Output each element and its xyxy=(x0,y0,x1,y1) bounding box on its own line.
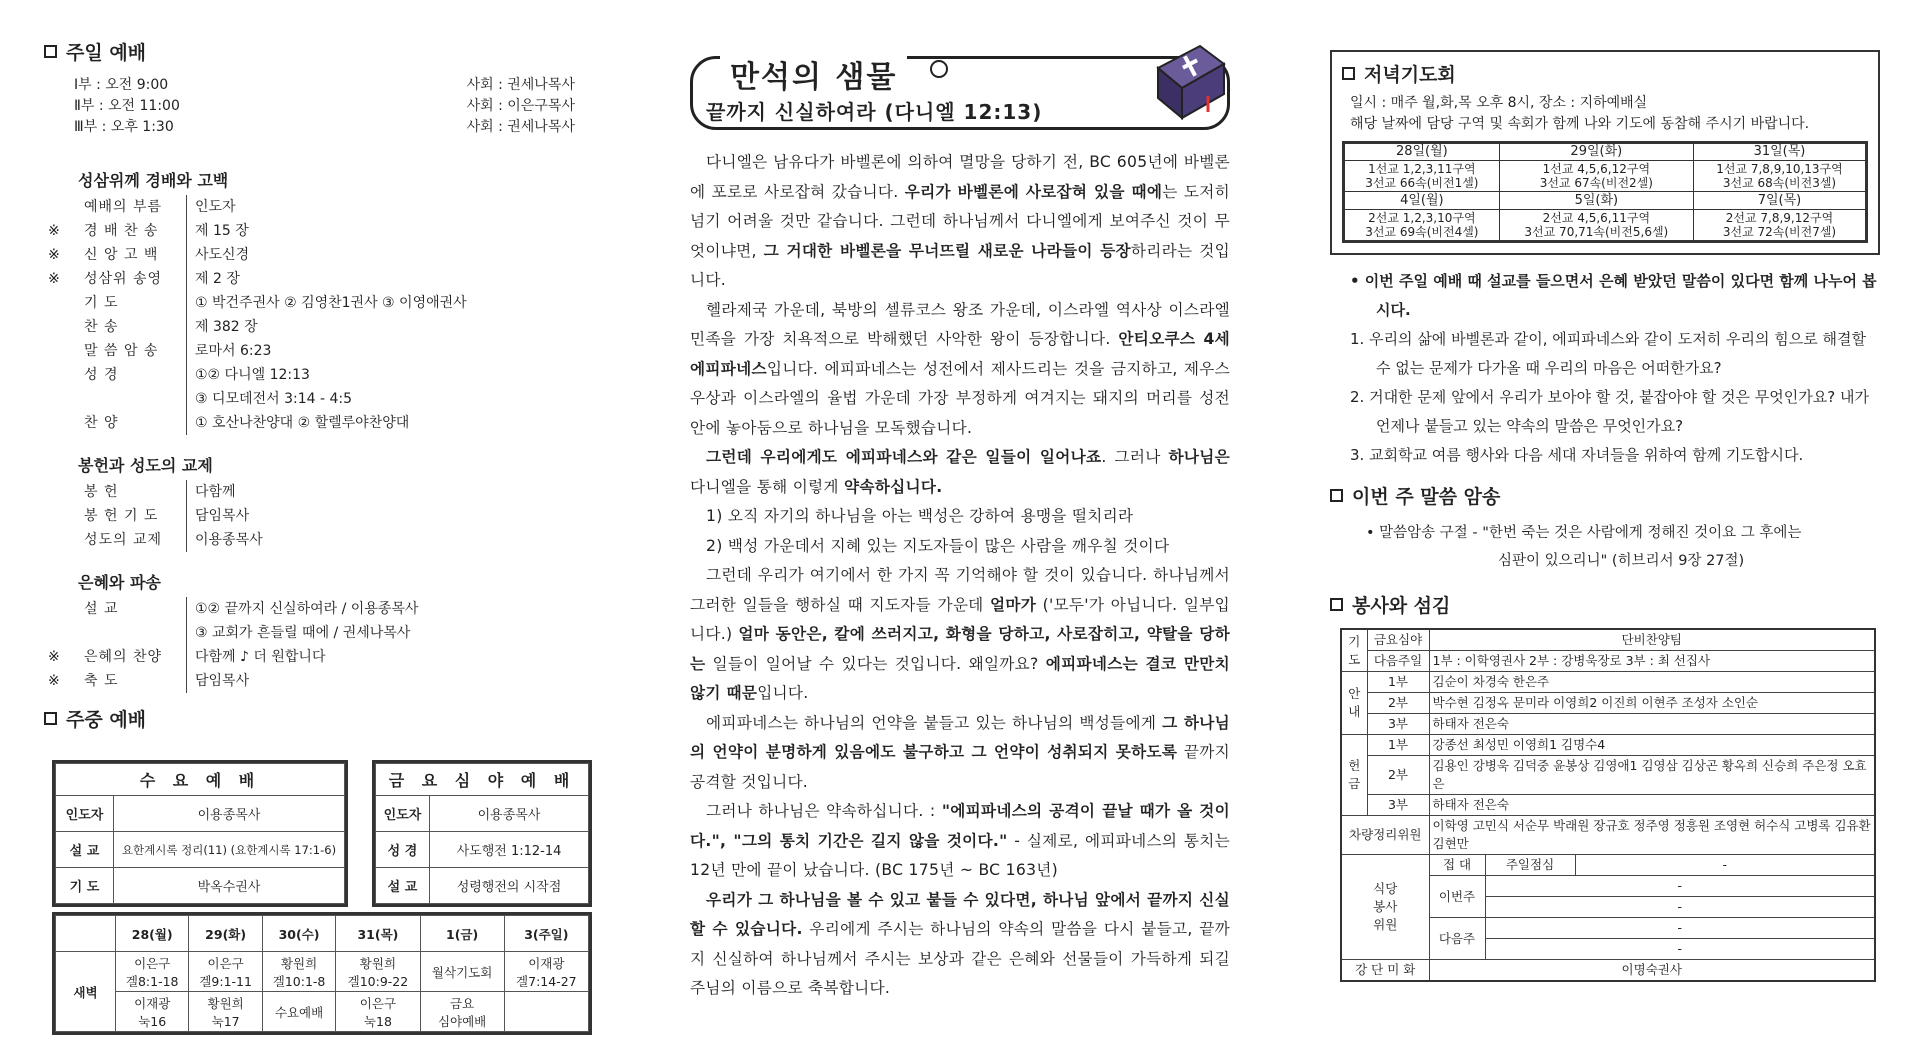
prayer-cell: 1선교 4,5,6,12구역 3선교 67속(비전2셀) xyxy=(1499,161,1693,192)
dawn-cell: 황원희 겔10:1-8 xyxy=(262,952,335,992)
order-label: 예배의 부름 xyxy=(84,199,163,215)
order-row xyxy=(78,291,604,315)
order-label: 경 배 찬 송 xyxy=(84,223,159,239)
left-column xyxy=(44,38,604,742)
order-value: ①② 끝까지 신실하여라 / 이용종목사 xyxy=(186,597,604,621)
dawn-cell xyxy=(504,992,588,1032)
service-row: Ⅲ부 : 오후 1:30 사회 : 권세나목사 xyxy=(74,119,575,135)
dawn-day-header: 1(금) xyxy=(420,916,504,952)
row-key: 금요심야 xyxy=(1367,629,1429,651)
memory-verse-text: 심판이 있으리니" (히브리서 9장 27절) xyxy=(1498,553,1745,569)
row-value: 주일점심 xyxy=(1485,855,1575,876)
table-title: 금 요 심 야 예 배 xyxy=(376,764,589,796)
circle-icon xyxy=(930,60,948,78)
order-value: 제 2 장 xyxy=(186,267,604,291)
service-row: Ⅰ부 : 오전 9:00 사회 : 권세나목사 xyxy=(74,77,575,93)
paragraph: 그런데 우리에게도 에피파네스와 같은 일들이 일어나죠. 그러나 하나님은 다니엘을 통해 이렇게 약속하십니다. xyxy=(690,448,1230,496)
order-value: 이용종목사 xyxy=(186,528,604,552)
food-label: 식당 봉사 위원 xyxy=(1341,855,1429,960)
dawn-day-header: 3(주일) xyxy=(504,916,588,952)
order-value: 로마서 6:23 xyxy=(186,339,604,363)
row-value: 김용인 강병욱 김덕중 윤봉상 김영애1 김영삼 김상곤 황옥희 신승희 주은정 오효은 xyxy=(1429,756,1875,795)
order-value: 담임목사 xyxy=(186,669,604,693)
checkbox-square-icon xyxy=(44,45,57,58)
order-section-title: 봉헌과 성도의 교제 xyxy=(78,456,213,475)
offering-label: 헌 금 xyxy=(1341,735,1367,816)
row-value: - xyxy=(1485,897,1875,918)
dawn-cell: 황원희 겔10:9-22 xyxy=(336,952,420,992)
order-value: 담임목사 xyxy=(186,504,604,528)
sermon-column xyxy=(690,38,1230,1004)
order-row xyxy=(48,645,604,669)
row-value: 하태자 전은숙 xyxy=(1429,795,1875,816)
evening-prayer-box xyxy=(1330,50,1880,255)
guide-label: 안 내 xyxy=(1341,672,1367,735)
discussion-questions xyxy=(1330,267,1880,470)
order-label: 설 교 xyxy=(84,601,119,617)
row-value: - xyxy=(1485,939,1875,960)
order-row xyxy=(48,243,604,267)
dawn-cell: 금요 심야예배 xyxy=(420,992,504,1032)
dawn-cell: 이은구 겔9:1-11 xyxy=(189,952,262,992)
right-column xyxy=(1330,50,1880,982)
friday-night-worship-table: 금 요 심 야 예 배 인도자 이용종목사 성 경 사도행전 1:12-14 설 교 성령행전의 시작점 xyxy=(372,760,592,907)
table-title: 수 요 예 배 xyxy=(56,764,345,796)
order-value: 제 382 장 xyxy=(186,315,604,339)
prayer-schedule-table xyxy=(1342,141,1868,243)
memory-verse-heading: 이번 주 말씀 암송 xyxy=(1330,482,1880,509)
order-value: ① 박건주권사 ② 김영찬1권사 ③ 이영애권사 xyxy=(186,291,604,315)
question-item: 1. 우리의 삶에 바벨론과 같이, 에피파네스와 같이 도저히 우리의 힘으로 해결할 수 없는 문제가 다가올 때 우리의 마음은 어떠한가요? xyxy=(1350,330,1866,377)
order-row xyxy=(78,315,604,339)
order-value: ③ 교회가 흔들릴 때에 / 권세나목사 xyxy=(186,621,604,645)
sermon-banner xyxy=(690,38,1230,138)
sunday-worship-heading: 주일 예배 xyxy=(44,38,604,65)
evening-info: 해당 날짜에 담당 구역 및 속회가 함께 나와 기도에 동참해 주시기 바랍니다. xyxy=(1350,116,1810,132)
sermon-body xyxy=(690,148,1230,1004)
dawn-label: 새벽 xyxy=(56,952,116,1032)
sermon-title: 끝까지 신실하여라 (다니엘 12:13) xyxy=(706,100,1043,124)
order-label: 봉 헌 기 도 xyxy=(84,508,159,524)
dawn-cell: 황원희 눅17 xyxy=(189,992,262,1032)
checkbox-square-icon xyxy=(1330,598,1343,611)
order-list xyxy=(78,480,604,552)
order-value: 사도신경 xyxy=(186,243,604,267)
dawn-cell: 이은구 눅18 xyxy=(336,992,420,1032)
row-value: - xyxy=(1485,918,1875,939)
row-value: 단비찬양팀 xyxy=(1429,629,1875,651)
row-value: 1부 : 이학영권사 2부 : 강병욱장로 3부 : 최 선집사 xyxy=(1429,651,1875,672)
order-label: 말 씀 암 송 xyxy=(84,343,159,359)
asterisk-mark: ※ xyxy=(48,271,60,287)
banner-title: 만석의 샘물 xyxy=(720,52,907,96)
service-table xyxy=(1340,628,1876,982)
row-key: 1부 xyxy=(1367,672,1429,693)
order-label xyxy=(78,387,186,411)
order-offering xyxy=(44,453,604,552)
prayer-day: 29일(화) xyxy=(1499,143,1693,161)
paragraph: 우리가 그 하나님을 볼 수 있고 붙들 수 있다면, 하나님 앞에서 끝까지 신실할 수 있습니다. 우리에게 주시는 하나님의 약속의 말씀을 다시 붙들고, 끝까지 신실하여 하나님께서 주시는 보상과 같은 은혜와 선물들이 가득하게 되길 주님의 이름으로 축복합니다. xyxy=(690,890,1230,997)
prayer-day: 28일(월) xyxy=(1344,143,1500,161)
paragraph: 그런데 우리가 여기에서 한 가지 꼭 기억해야 할 것이 있습니다. 하나님께서 그러한 일들을 행하실 때 지도자들 가운데 얼마가 ('모두'가 아닙니다. 일부입니다.) 얼마 동안은, 칼에 쓰러지고, 화형을 당하고, 사로잡히고, 약탈을 당하는 일들이 일어날 수 있다는 것입니다. 왜일까요? 에피파네스는 결코 만만치 않기 때문입니다. xyxy=(690,566,1231,702)
order-row xyxy=(78,528,604,552)
prayer-cell: 2선교 4,5,6,11구역 3선교 70,71속(비전5,6셀) xyxy=(1499,210,1693,242)
order-label: 신 앙 고 백 xyxy=(84,247,159,263)
row-value: - xyxy=(1575,855,1875,876)
dawn-prayer-table xyxy=(52,912,592,1035)
row-value: 이학영 고민식 서순무 박래원 장규호 정주영 정흥원 조영현 허수식 고병록 김유환 김현만 xyxy=(1429,816,1875,855)
order-row xyxy=(78,339,604,363)
service-times xyxy=(44,75,604,138)
order-value: 다함께 xyxy=(186,480,604,504)
order-value: 인도자 xyxy=(186,195,604,219)
row-value: - xyxy=(1485,876,1875,897)
row-value: 김순이 차경숙 한은주 xyxy=(1429,672,1875,693)
memory-verse-text: • 말씀암송 구절 - "한번 죽는 것은 사람에게 정해진 것이요 그 후에는 xyxy=(1366,525,1802,541)
order-section-title: 은혜와 파송 xyxy=(78,573,161,592)
list-item: 1) 오직 자기의 하나님을 아는 백성은 강하여 용맹을 떨치리라 xyxy=(706,507,1134,525)
prayer-day: 7일(목) xyxy=(1693,192,1866,210)
dawn-cell: 이재광 눅16 xyxy=(116,992,189,1032)
row-key: 접 대 xyxy=(1429,855,1485,876)
order-label: 성도의 교제 xyxy=(84,532,163,548)
prayer-day: 5일(화) xyxy=(1499,192,1693,210)
prayer-day: 31일(목) xyxy=(1693,143,1866,161)
paragraph: 에피파네스는 하나님의 언약을 붙들고 있는 하나님의 백성들에게 그 하나님의 언약이 분명하게 있음에도 불구하고 그 언약이 성취되지 못하도록 끝까지 공격할 것입니다. xyxy=(690,713,1230,791)
order-label: 기 도 xyxy=(84,295,119,311)
order-value: ① 호산나찬양대 ② 할렐루야찬양대 xyxy=(186,411,604,435)
order-list xyxy=(48,195,604,435)
order-label: 성 경 xyxy=(84,367,119,383)
evening-info: 일시 : 매주 월,화,목 오후 8시, 장소 : 지하예배실 xyxy=(1350,95,1648,111)
service-row: Ⅱ부 : 오전 11:00 사회 : 이은구목사 xyxy=(74,98,575,114)
dawn-day-header: 31(목) xyxy=(336,916,420,952)
order-value: ③ 디모데전서 3:14 - 4:5 xyxy=(186,387,604,411)
question-intro: • 이번 주일 예배 때 설교를 들으면서 은혜 받았던 말씀이 있다면 함께 나누어 봅시다. xyxy=(1350,272,1877,319)
order-label xyxy=(78,621,186,645)
order-row xyxy=(48,219,604,243)
order-row xyxy=(78,504,604,528)
list-item: 2) 백성 가운데서 지혜 있는 지도자들이 많은 사람을 깨우칠 것이다 xyxy=(706,536,1170,555)
dawn-day-header: 29(화) xyxy=(189,916,262,952)
row-key: 2부 xyxy=(1367,756,1429,795)
order-label: 찬 송 xyxy=(84,319,119,335)
order-section-title: 성삼위께 경배와 고백 xyxy=(78,171,229,190)
order-list xyxy=(48,597,604,693)
dawn-cell: 이재광 겔7:14-27 xyxy=(504,952,588,992)
row-key: 다음주일 xyxy=(1367,651,1429,672)
row-key: 이번주 xyxy=(1429,876,1485,918)
prayer-cell: 1선교 7,8,9,10,13구역 3선교 68속(비전3셀) xyxy=(1693,161,1866,192)
row-value: 박수현 김정옥 문미라 이영희2 이진희 이현주 조성자 소인순 xyxy=(1429,693,1875,714)
order-row xyxy=(48,267,604,291)
pray-label: 기 도 xyxy=(1341,629,1367,672)
order-label: 찬 양 xyxy=(84,415,119,431)
order-row xyxy=(78,195,604,219)
order-row xyxy=(78,411,604,435)
row-value: 이명숙권사 xyxy=(1429,960,1875,982)
order-value: ①② 다니엘 12:13 xyxy=(186,363,604,387)
weekday-worship-heading: 주중 예배 xyxy=(44,705,604,732)
asterisk-mark: ※ xyxy=(48,649,60,665)
dawn-cell: 수요예배 xyxy=(262,992,335,1032)
prayer-day: 4일(월) xyxy=(1344,192,1500,210)
prayer-cell: 2선교 7,8,9,12구역 3선교 72속(비전7셀) xyxy=(1693,210,1866,242)
paragraph: 그러나 하나님은 약속하십니다. : "에피파네스의 공격이 끝날 때가 올 것이다.", "그의 통치 기간은 길지 않을 것이다." - 실제로, 에피파네스의 통치는 12년 만에 끝이 났습니다. (BC 175년 ~ BC 163년) xyxy=(690,802,1230,879)
checkbox-square-icon xyxy=(1342,67,1355,80)
row-value: 강종선 최성민 이영희1 김명수4 xyxy=(1429,735,1875,756)
checkbox-square-icon xyxy=(44,712,57,725)
asterisk-mark: ※ xyxy=(48,223,60,239)
dawn-day-header: 30(수) xyxy=(262,916,335,952)
wednesday-worship-table: 수 요 예 배 인도자 이용종목사 설 교 요한계시록 정리(11) (요한계시록 17:1-6) 기 도 박옥수권사 xyxy=(52,760,348,907)
order-label: 봉 헌 xyxy=(84,484,119,500)
bible-icon xyxy=(1144,38,1230,124)
row-key: 다음주 xyxy=(1429,918,1485,960)
order-row xyxy=(48,669,604,693)
paragraph: 헬라제국 가운데, 북방의 셀류코스 왕조 가운데, 이스라엘 역사상 이스라엘 민족을 가장 치욕적으로 박해했던 사악한 왕이 등장합니다. 안티오쿠스 4세 에피파네스입니다. 에피파네스는 성전에서 제사드리는 것을 금지하고, 제우스 우상과 이스라엘의 율법 가운데 가장 부정하게 여겨지는 돼지의 머리를 성전 안에 놓아둠으로 하나님을 모독했습니다. xyxy=(690,300,1231,437)
paragraph: 다니엘은 남유다가 바벨론에 의하여 멸망을 당하기 전, BC 605년에 바벨론에 포로로 사로잡혀 갔습니다. 우리가 바벨론에 사로잡혀 있을 때에는 도저히 넘기 어려울 것만 같습니다. 그런데 하나님께서 다니엘에게 보여주신 것이 무엇이냐면, 그 거대한 바벨론을 무너뜨릴 새로운 나라들이 등장하리라는 것입니다. xyxy=(690,153,1230,289)
car-label: 차량정리위원 xyxy=(1341,816,1429,855)
question-item: 2. 거대한 문제 앞에서 우리가 보아야 할 것, 붙잡아야 할 것은 무엇인가요? 내가 언제나 붙들고 있는 약속의 말씀은 무엇인가요? xyxy=(1350,388,1869,435)
dawn-cell: 월삭기도회 xyxy=(420,952,504,992)
row-key: 3부 xyxy=(1367,795,1429,816)
service-section xyxy=(1330,591,1880,982)
order-row xyxy=(78,363,604,387)
evening-prayer-heading: 저녁기도회 xyxy=(1342,60,1868,87)
checkbox-square-icon xyxy=(1330,489,1343,502)
order-value: 제 15 장 xyxy=(186,219,604,243)
flower-label: 강 단 미 화 xyxy=(1341,960,1429,982)
order-grace-sending xyxy=(44,570,604,693)
order-row xyxy=(78,387,604,411)
order-row xyxy=(78,480,604,504)
order-value: 다함께 ♪ 더 원합니다 xyxy=(186,645,604,669)
prayer-cell: 2선교 1,2,3,10구역 3선교 69속(비전4셀) xyxy=(1344,210,1500,242)
order-worship-confession xyxy=(44,168,604,435)
dawn-cell: 이은구 겔8:1-18 xyxy=(116,952,189,992)
order-label: 축 도 xyxy=(84,673,119,689)
question-item: 3. 교회학교 여름 행사와 다음 세대 자녀들을 위하여 함께 기도합시다. xyxy=(1350,446,1804,464)
order-row xyxy=(78,621,604,645)
service-heading: 봉사와 섬김 xyxy=(1330,591,1880,618)
order-label: 은혜의 찬양 xyxy=(84,649,163,665)
row-key: 2부 xyxy=(1367,693,1429,714)
row-value: 하태자 전은숙 xyxy=(1429,714,1875,735)
row-key: 1부 xyxy=(1367,735,1429,756)
memory-verse xyxy=(1330,482,1880,575)
dawn-day-header: 28(월) xyxy=(116,916,189,952)
prayer-cell: 1선교 1,2,3,11구역 3선교 66속(비전1셀) xyxy=(1344,161,1500,192)
asterisk-mark: ※ xyxy=(48,247,60,263)
order-row xyxy=(78,597,604,621)
asterisk-mark: ※ xyxy=(48,673,60,689)
row-key: 3부 xyxy=(1367,714,1429,735)
order-label: 성삼위 송영 xyxy=(84,271,163,287)
dawn-corner xyxy=(56,916,116,952)
